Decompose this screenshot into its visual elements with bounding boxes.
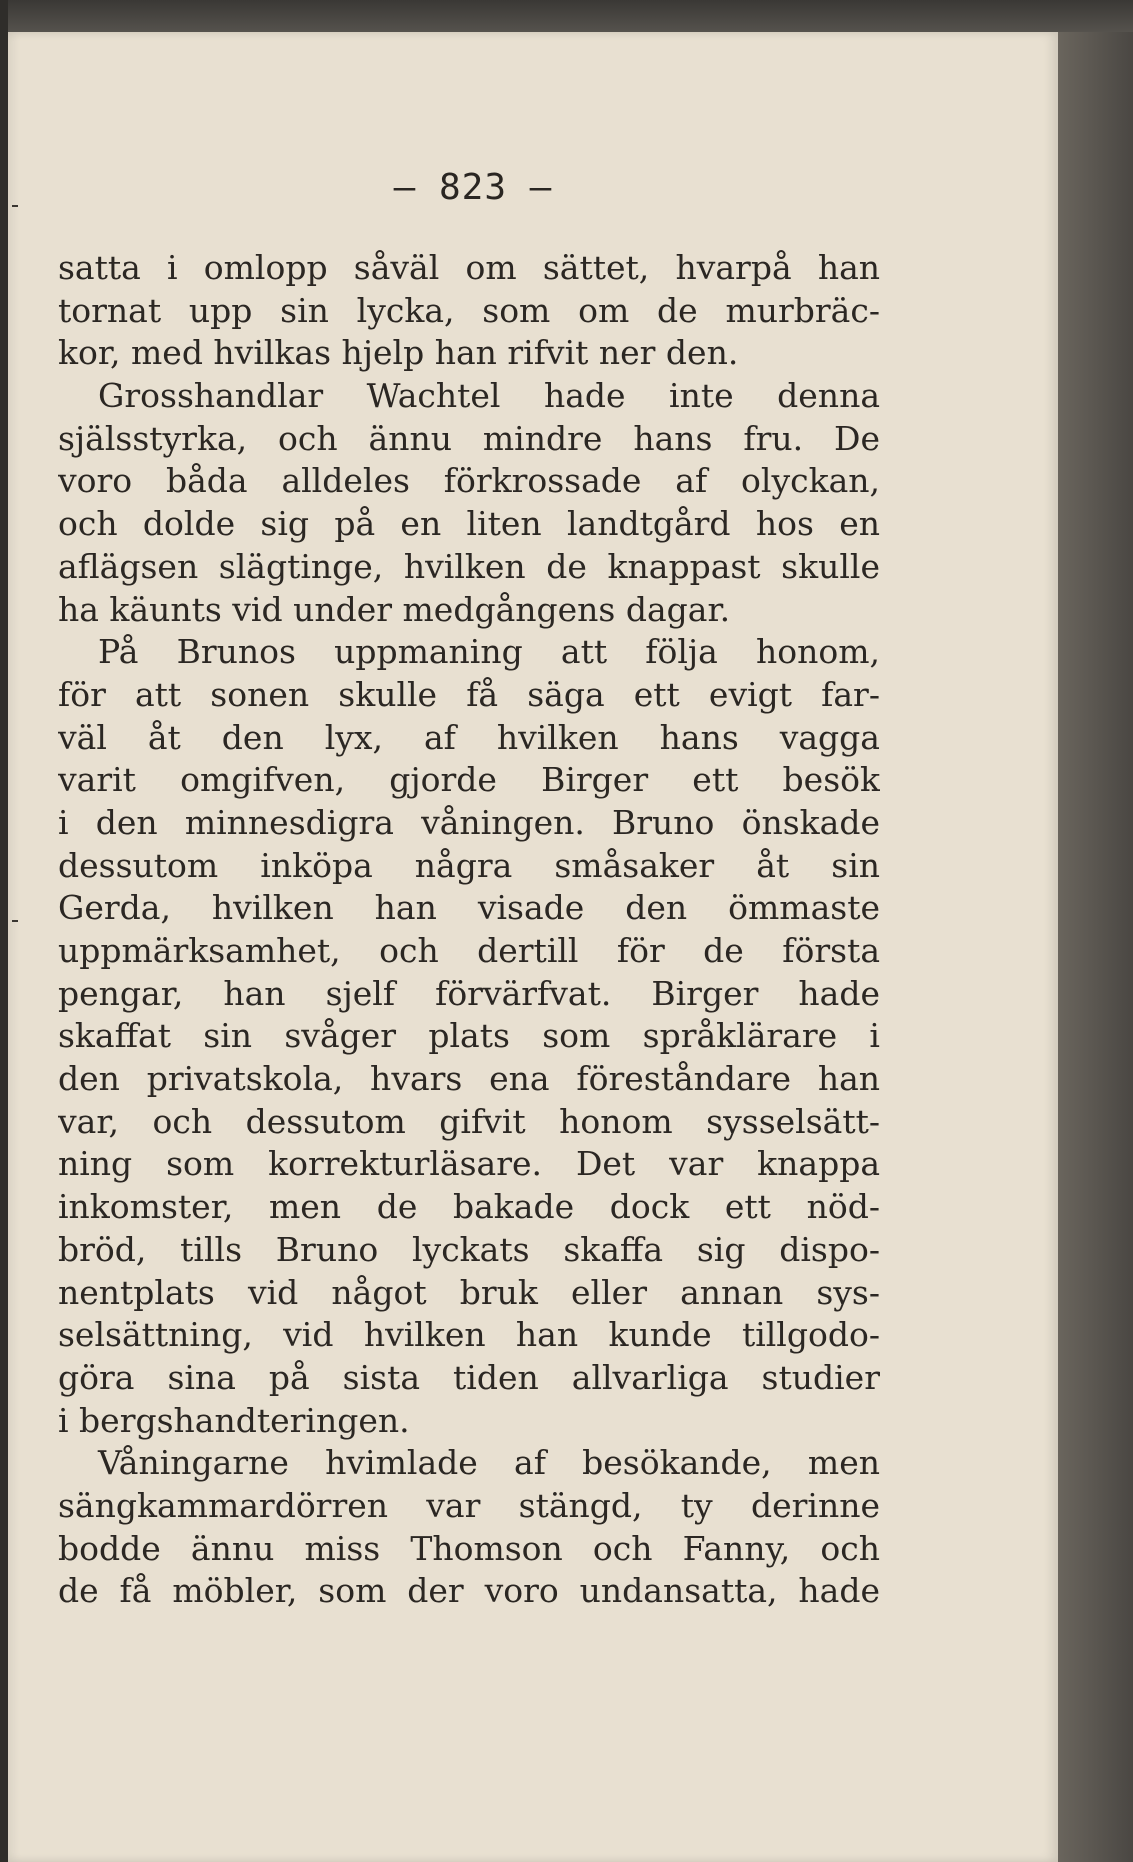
text-line: Våningarne hvimlade af besökande, men [98,1443,880,1483]
book-page [8,32,1058,1862]
text-line: var, och dessutom gifvit honom sysselsätt- [58,1101,880,1141]
text-line: göra sina på sista tiden allvarliga studier [58,1357,880,1397]
margin-mark [12,205,18,207]
text-line: Grosshandlar Wachtel hade inte denna [98,376,880,416]
text-line: och dolde sig på en liten landtgård hos en [58,504,880,544]
text-line: voro båda alldeles förkrossade af olyckan, [58,461,880,501]
text-line: nentplats vid något bruk eller annan sys- [58,1272,880,1312]
text-line: Gerda, hvilken han visade den ömmaste [58,888,880,928]
body-text [58,247,880,1613]
scan-left-edge [0,0,8,1862]
text-line: de få möbler, som der voro undansatta, hade [58,1571,880,1611]
text-line: sängkammardörren var stängd, ty derinne [58,1485,880,1525]
text-line: i den minnesdigra våningen. Bruno önskade [58,802,880,842]
text-line: varit omgifven, gjorde Birger ett besök [58,760,880,800]
text-line: ha käunts vid under medgångens dagar. [58,589,731,629]
text-line: den privatskola, hvars ena föreståndare han [58,1059,880,1099]
text-line: tornat upp sin lycka, som om de murbräc- [58,290,880,330]
page-number: — 823 — [393,167,553,208]
text-line: pengar, han sjelf förvärfvat. Birger hade [58,973,880,1013]
text-line: själsstyrka, och ännu mindre hans fru. De [58,418,880,458]
text-line: uppmärksamhet, och dertill för de första [58,931,880,970]
text-line: aflägsen slägtinge, hvilken de knappast skulle [58,546,880,586]
text-line: i bergshandteringen. [58,1400,410,1440]
text-line: satta i omlopp såväl om sättet, hvarpå han [58,248,880,287]
page-right-edge [1058,32,1133,1862]
text-line: inkomster, men de bakade dock ett nöd- [58,1187,880,1227]
text-line: bodde ännu miss Thomson och Fanny, och [58,1528,880,1568]
text-line: dessutom inköpa några småsaker åt sin [58,845,880,885]
text-line: På Brunos uppmaning att följa honom, [98,632,880,672]
text-line: för att sonen skulle få säga ett evigt far- [58,674,880,714]
text-line: bröd, tills Bruno lyckats skaffa sig dispo- [58,1229,880,1269]
text-line: selsättning, vid hvilken han kunde tillgodo- [58,1315,880,1355]
text-line: ning som korrekturläsare. Det var knappa [58,1144,880,1184]
scan-top-edge [0,0,1133,32]
margin-mark [12,920,18,922]
text-line: väl åt den lyx, af hvilken hans vagga [58,717,880,757]
text-line: skaffat sin svåger plats som språklärare i [58,1016,880,1056]
text-line: kor, med hvilkas hjelp han rifvit ner den. [58,333,739,373]
